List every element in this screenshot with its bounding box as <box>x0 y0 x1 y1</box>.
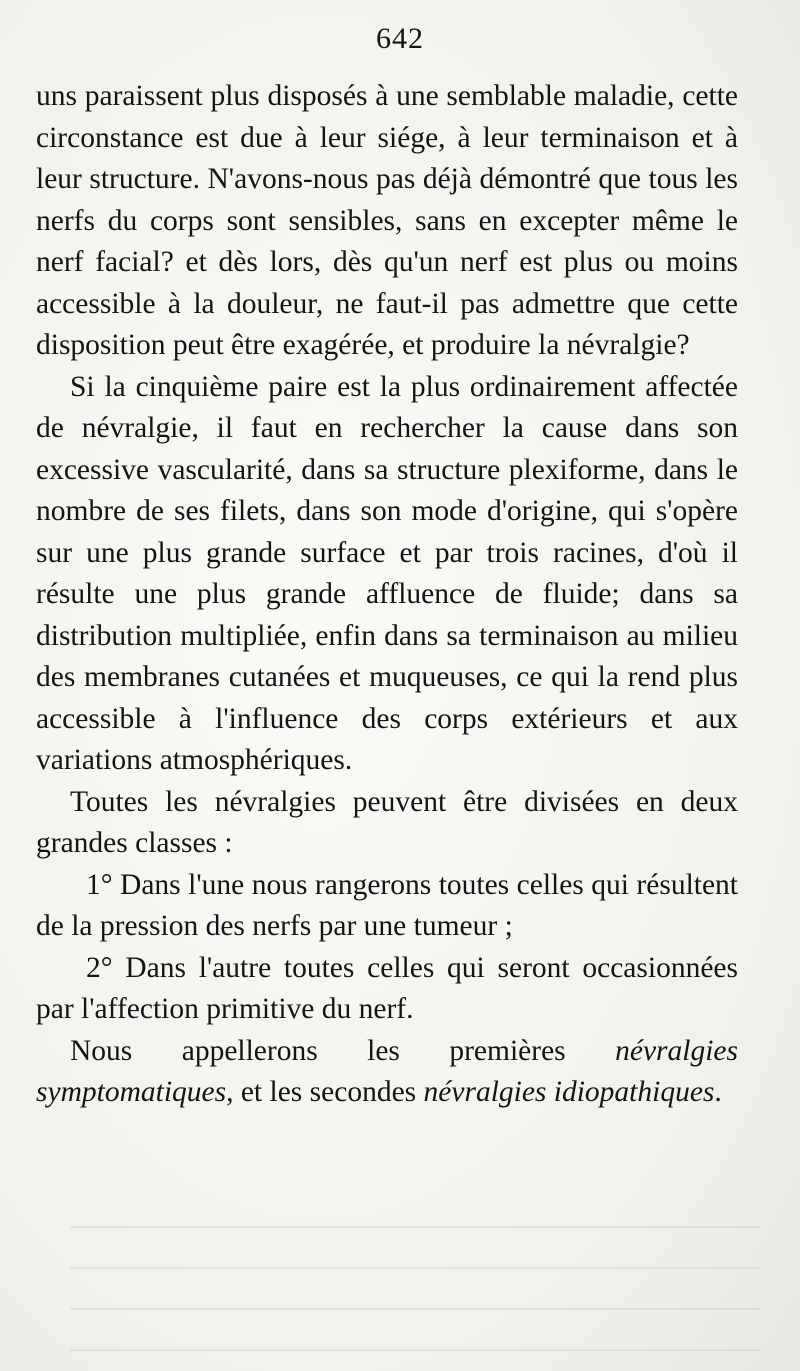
term-idiopathic: névralgies idiopathiques <box>423 1076 715 1108</box>
paragraph-conclusion <box>36 1031 738 1114</box>
list-item-2: 2° Dans l'autre toutes celles qui seront occasionnées par l'affection primitive du nerf. <box>36 951 738 1025</box>
conclusion-text-after: . <box>714 1076 722 1108</box>
paragraph-2: Si la cinquième paire est la plus ordinairement affectée de névralgie, il faut en rechercher la cause dans son excessive vascularité, dans sa structure plexiforme, dans le nombre de ses filets, dans son mode d'origine, qui s'opère sur une plus grande surface et par trois racines, d'où il résulte une plus grande affluence de fluide; dans sa distribution multipliée, enfin dans sa terminaison au milieu des membranes cutanées et muqueuses, ce qui la rend plus accessible à l'influence des corps extérieurs et aux variations atmosphériques. <box>36 370 738 776</box>
term-symptomatic: névralgies symptomatiques <box>36 1034 738 1108</box>
body-text <box>36 76 738 1114</box>
list-item-1: 1° Dans l'une nous rangerons toutes celles qui résultent de la pression des nerfs par une tumeur ; <box>36 868 738 942</box>
conclusion-text-before: Nous appellerons les premières <box>70 1034 616 1067</box>
conclusion-text-middle: , et les secondes <box>226 1076 424 1108</box>
page-number: 642 <box>376 22 424 55</box>
show-through-texture <box>70 1201 760 1351</box>
paragraph-1: uns paraissent plus disposés à une semblable maladie, cette circonstance est due à leur siége, à leur terminaison et à leur structure. N'avons-nous pas déjà démontré que tous les nerfs du corps sont sensibles, sans en excepter même le nerf facial? et dès lors, dès qu'un nerf est plus ou moins accessible à la douleur, ne faut-il pas admettre que cette disposition peut être exagérée, et produire la névralgie? <box>36 80 738 361</box>
paragraph-3: Toutes les névralgies peuvent être divisées en deux grandes classes : <box>36 785 738 859</box>
